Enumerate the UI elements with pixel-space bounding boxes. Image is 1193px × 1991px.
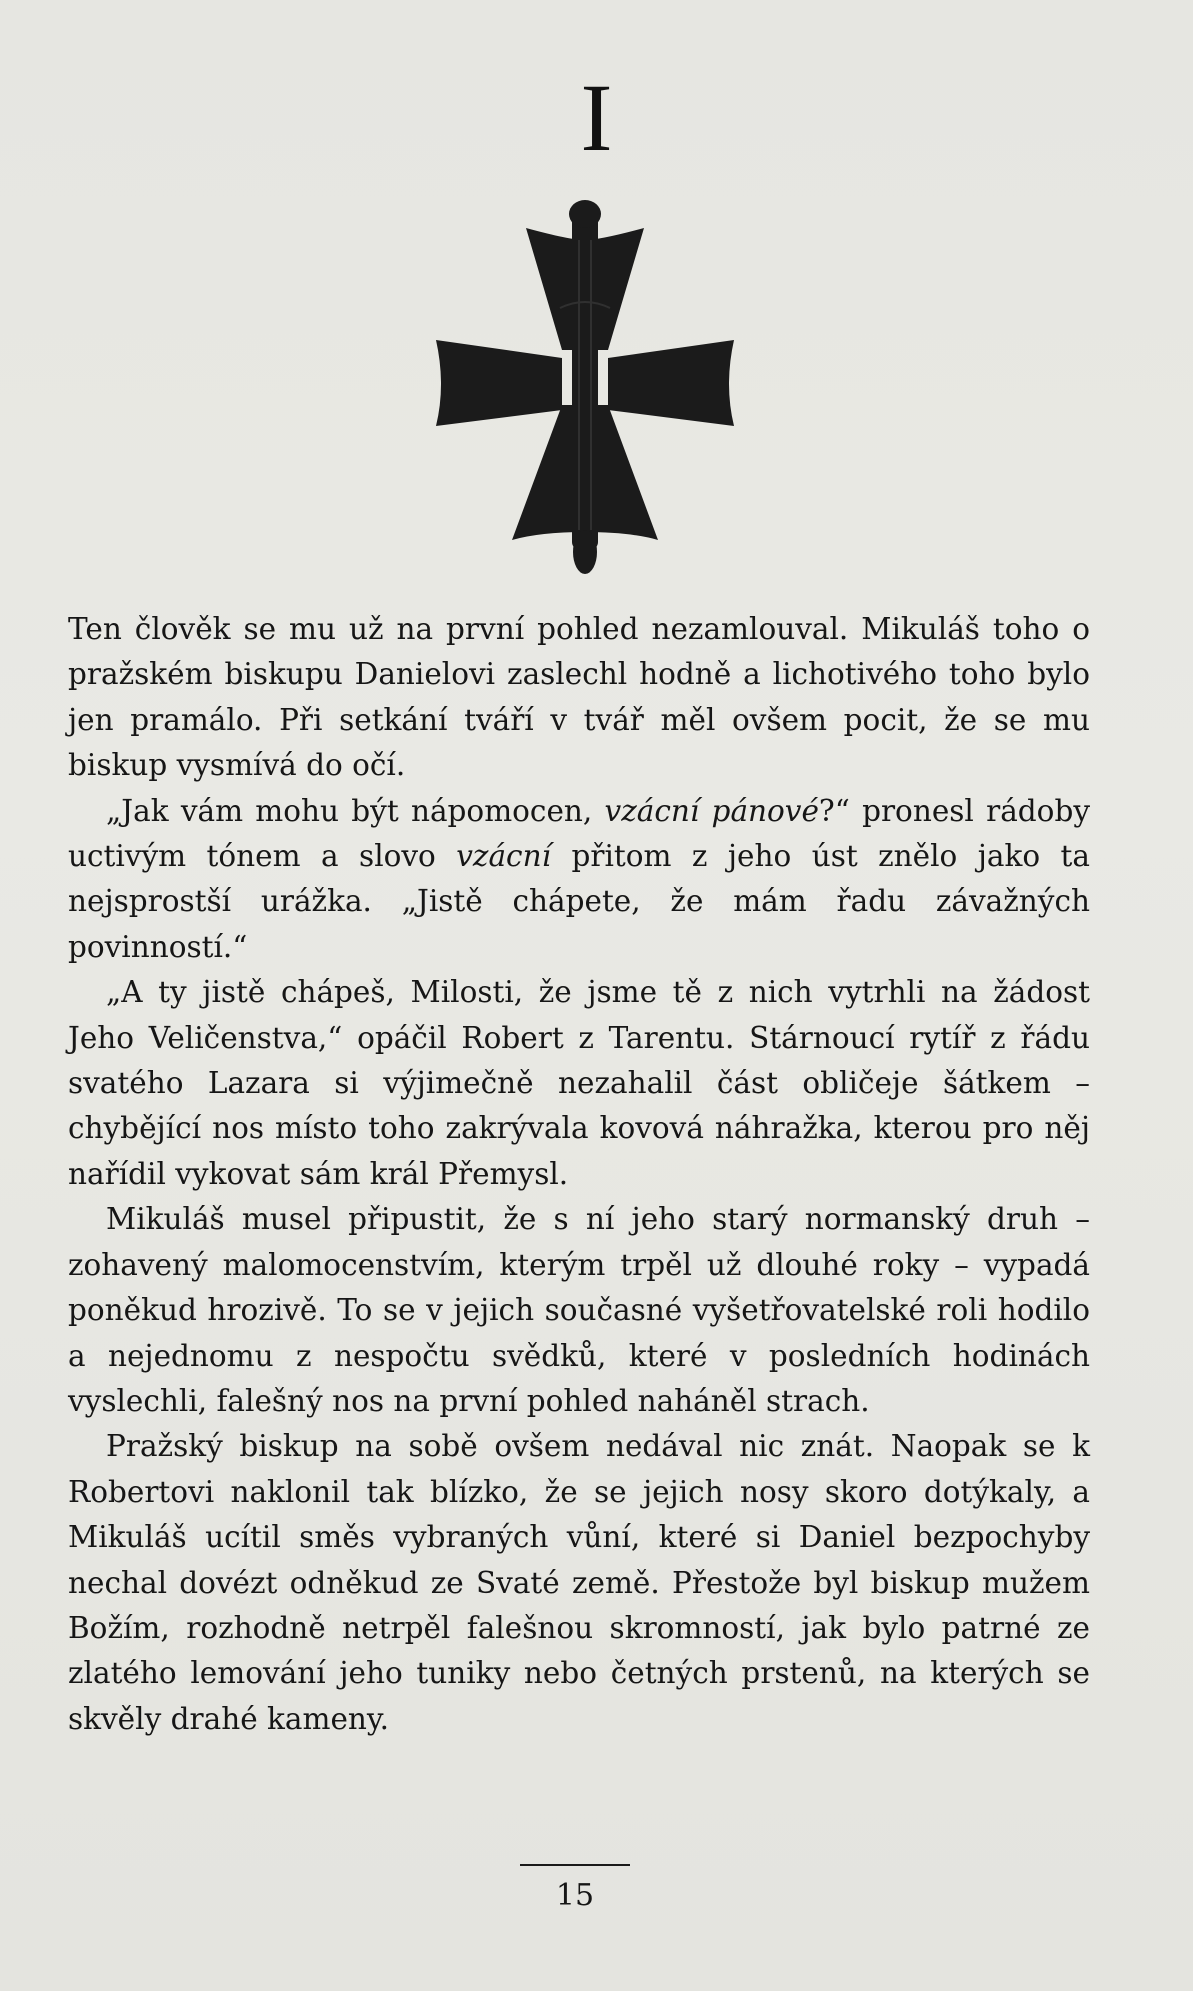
paragraph-2: „Jak vám mohu být nápomocen, vzácní pánové?“ pronesl rádoby uctivým tónem a slovo vzácní přitom z jeho úst znělo jako ta nejsprostší urážka. „Jistě chápete, že mám řadu závažných povinností.“ xyxy=(68,793,1090,964)
body-text xyxy=(68,607,1090,1742)
paragraph-1: Ten člověk se mu už na první pohled nezamlouval. Mikuláš toho o pražském biskupu Danielovi zaslechl hodně a lichotivého toho bylo jen pramálo. Při setkání tváří v tvář měl ovšem pocit, že se mu biskup vysmívá do očí. xyxy=(68,612,1090,783)
paragraph-3: „A ty jistě chápeš, Milosti, že jsme tě z nich vytrhli na žádost Jeho Veličenstva,“ opáčil Robert z Tarentu. Stárnoucí rytíř z řádu svatého Lazara si výjimečně nezahalil část obličeje šátkem – chybějící nos místo toho zakrývala kovová náhražka, kterou pro něj nařídil vykovat sám král Přemysl. xyxy=(68,975,1090,1191)
page-number: 15 xyxy=(555,1878,595,1913)
cross-ornament-icon xyxy=(430,200,740,580)
paragraph-4: Mikuláš musel připustit, že s ní jeho starý normanský druh – zohavený malomocenstvím, kterým trpěl už dlouhé roky – vypadá poněkud hrozivě. To se v jejich současné vyšetřovatelské roli hodilo a nejednomu z nespočtu svědků, které v posledních hodinách vyslechli, falešný nos na první pohled naháněl strach. xyxy=(68,1202,1090,1418)
folio-rule xyxy=(520,1864,630,1866)
paragraph-5: Pražský biskup na sobě ovšem nedával nic znát. Naopak se k Robertovi naklonil tak blízko, že se jejich nosy skoro dotýkaly, a Mikuláš ucítil směs vybraných vůní, které si Daniel bezpochyby nechal dovézt odněkud ze Svaté země. Přestože byl biskup mužem Božím, rozhodně netrpěl falešnou skromností, jak bylo patrné ze zlatého lemování jeho tuniky nebo četných prstenů, na kterých se skvěly drahé kameny. xyxy=(68,1429,1090,1736)
chapter-numeral: I xyxy=(580,64,613,171)
